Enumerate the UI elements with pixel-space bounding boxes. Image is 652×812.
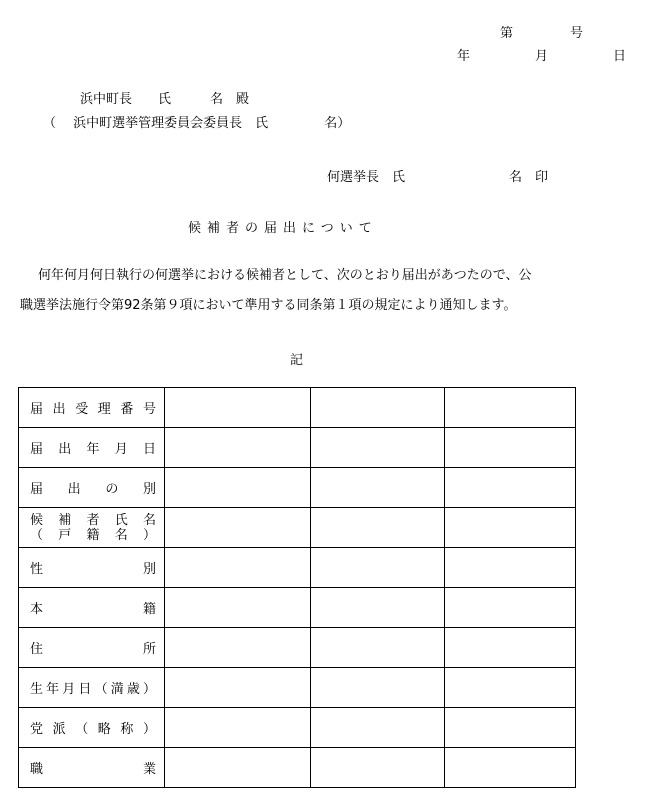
table-cell[interactable] bbox=[311, 468, 445, 508]
body-paragraph-line-2: 職選挙法施行令第92条第９項において準用する同条第１項の規定により通知します。 bbox=[20, 298, 517, 313]
row-label-cell bbox=[19, 668, 165, 708]
row-label-cell bbox=[19, 748, 165, 788]
table-cell[interactable] bbox=[165, 508, 311, 548]
row-label: 生 年 月 日 （ 満 歳 ） bbox=[30, 682, 156, 697]
table-row bbox=[19, 628, 576, 668]
table-cell[interactable] bbox=[311, 748, 445, 788]
table-cell[interactable] bbox=[445, 508, 576, 548]
table-cell[interactable] bbox=[445, 388, 576, 428]
table-row bbox=[19, 748, 576, 788]
table-cell[interactable] bbox=[445, 548, 576, 588]
row-label-cell bbox=[19, 548, 165, 588]
document-title: 候補者の届出について bbox=[188, 221, 378, 236]
table-cell[interactable] bbox=[165, 548, 311, 588]
table-cell[interactable] bbox=[165, 588, 311, 628]
document-number: 第 号 bbox=[500, 26, 606, 41]
table-row bbox=[19, 588, 576, 628]
ki-heading: 記 bbox=[290, 353, 304, 368]
table-row bbox=[19, 708, 576, 748]
table-cell[interactable] bbox=[311, 428, 445, 468]
table-cell[interactable] bbox=[311, 668, 445, 708]
table-cell[interactable] bbox=[445, 588, 576, 628]
row-label-cell bbox=[19, 388, 165, 428]
row-label: 届 出 受 理 番 号 bbox=[30, 402, 156, 417]
table-row bbox=[19, 428, 576, 468]
row-label: 職 業 bbox=[30, 762, 156, 777]
addressee-line-2: （ 浜中町選挙管理委員会委員長 氏 名） bbox=[43, 116, 351, 131]
table-row bbox=[19, 548, 576, 588]
table-cell[interactable] bbox=[445, 468, 576, 508]
row-label-cell bbox=[19, 468, 165, 508]
row-label-cell bbox=[19, 588, 165, 628]
row-label-cell bbox=[19, 428, 165, 468]
table-cell[interactable] bbox=[445, 428, 576, 468]
table-cell[interactable] bbox=[165, 628, 311, 668]
document-date: 年 月 日 bbox=[457, 49, 652, 64]
table-cell[interactable] bbox=[165, 388, 311, 428]
table-cell[interactable] bbox=[165, 428, 311, 468]
row-label: 党 派 （ 略 称 ） bbox=[30, 722, 156, 737]
table-row bbox=[19, 508, 576, 548]
table-cell[interactable] bbox=[311, 588, 445, 628]
row-label-cell bbox=[19, 508, 165, 548]
body-paragraph-line-1: 何年何月何日執行の何選挙における候補者として、次のとおり届出があつたので、公 bbox=[38, 268, 532, 283]
row-label: 届 出 の 別 bbox=[30, 482, 156, 497]
table-cell[interactable] bbox=[445, 668, 576, 708]
table-cell[interactable] bbox=[445, 628, 576, 668]
table-cell[interactable] bbox=[311, 388, 445, 428]
table-row bbox=[19, 468, 576, 508]
row-label: 住 所 bbox=[30, 642, 156, 657]
table-cell[interactable] bbox=[311, 548, 445, 588]
row-label-cell bbox=[19, 708, 165, 748]
table-cell[interactable] bbox=[165, 668, 311, 708]
table-cell[interactable] bbox=[311, 628, 445, 668]
row-label: 性 別 bbox=[30, 562, 156, 577]
table-cell[interactable] bbox=[311, 708, 445, 748]
table-cell[interactable] bbox=[165, 468, 311, 508]
row-label: 本 籍 bbox=[30, 602, 156, 617]
table-cell[interactable] bbox=[311, 508, 445, 548]
table-cell[interactable] bbox=[165, 748, 311, 788]
row-label: 候 補 者 氏 名 bbox=[30, 512, 156, 528]
row-sublabel: （ 戸 籍 名 ） bbox=[30, 527, 156, 543]
table-cell[interactable] bbox=[165, 708, 311, 748]
table-cell[interactable] bbox=[445, 748, 576, 788]
row-label-cell bbox=[19, 628, 165, 668]
table-row bbox=[19, 388, 576, 428]
table-row bbox=[19, 668, 576, 708]
row-label: 届 出 年 月 日 bbox=[30, 442, 156, 457]
notification-table bbox=[18, 387, 576, 788]
addressee-line-1: 浜中町長 氏 名 殿 bbox=[80, 92, 250, 107]
table-cell[interactable] bbox=[445, 708, 576, 748]
sender-line: 何選挙長 氏 名 印 bbox=[327, 170, 549, 185]
